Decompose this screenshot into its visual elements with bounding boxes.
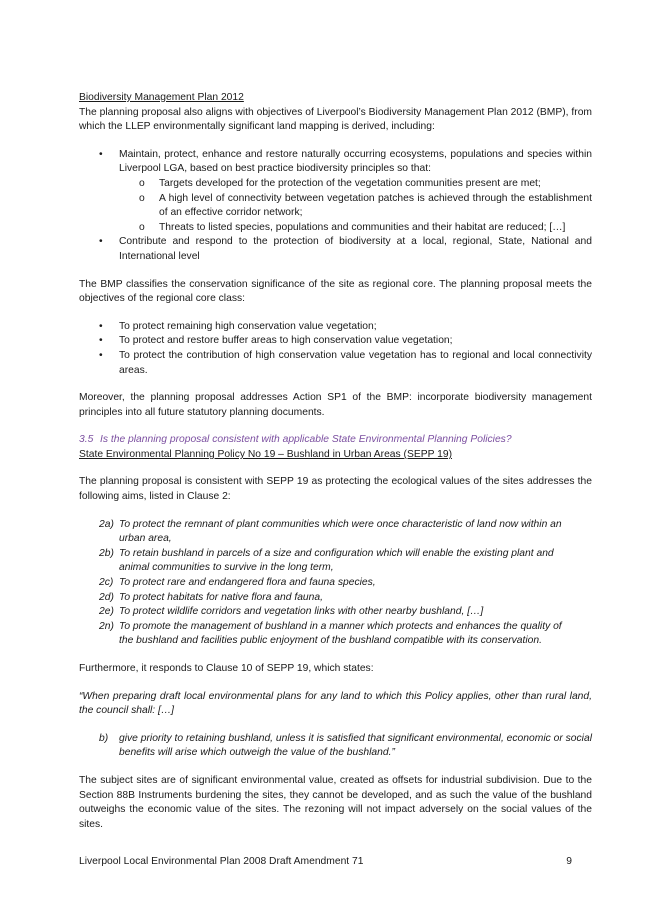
bmp-bullet-list: [79, 148, 592, 265]
list-item: 2n) To promote the management of bushland in a manner which protects and enhances the quality of the bushland and facilities public enjoyment of the bushland compatible with its conservation.: [99, 620, 562, 647]
list-item: 2b) To retain bushland in parcels of a size and configuration which will enable the existing plant and animal communities to survive in the long term,: [99, 547, 554, 574]
core-objectives-list: [79, 320, 592, 378]
bullet-icon: •: [99, 335, 103, 347]
circle-bullet-icon: o: [139, 221, 145, 233]
bmp-intro: The planning proposal also aligns with objectives of Liverpool’s Biodiversity Management Plan 2012 (BMP), from which the LLEP environmentally significant land mapping is derived, including:: [79, 106, 592, 133]
bmp-sub-list: [119, 177, 592, 235]
sepp-heading: State Environmental Planning Policy No 19 – Bushland in Urban Areas (SEPP 19): [79, 448, 453, 460]
list-item: o Targets developed for the protection of the vegetation communities present are met;: [119, 177, 592, 192]
circle-bullet-icon: o: [139, 192, 145, 204]
document-page: [79, 91, 592, 832]
section-number: 3.5: [79, 434, 94, 446]
list-item: 2d) To protect habitats for native flora and fauna,: [99, 591, 323, 603]
clause10-quote-item: b) give priority to retaining bushland, unless it is satisfied that significant environmental, economic or social benefits will arise which outweigh the value of the bushland.”: [99, 732, 592, 759]
clause10-quote: “When preparing draft local environmental plans for any land to which this Policy applies, other than rural land, the council shall: […]: [79, 690, 592, 717]
bullet-icon: •: [99, 349, 103, 361]
bullet-icon: •: [99, 148, 103, 160]
sepp-aims-list: [79, 518, 592, 649]
bullet-icon: •: [99, 236, 103, 248]
list-item: o Threats to listed species, populations and communities and their habitat are reduced; […]: [119, 221, 592, 236]
circle-bullet-icon: o: [139, 177, 145, 189]
bmp-classification: The BMP classifies the conservation significance of the site as regional core. The planning proposal meets the objectives of the regional core class:: [79, 278, 592, 305]
list-item: • To protect the contribution of high conservation value vegetation has to regional and local connectivity areas.: [99, 349, 592, 376]
list-item: 2a) To protect the remnant of plant communities which were once characteristic of land now within an urban area,: [99, 518, 562, 545]
bullet-icon: •: [99, 320, 103, 332]
list-item: 2e) To protect wildlife corridors and vegetation links with other nearby bushland, […]: [99, 606, 484, 618]
clause10-intro: Furthermore, it responds to Clause 10 of SEPP 19, which states:: [79, 663, 374, 674]
list-item: • To protect and restore buffer areas to high conservation value vegetation;: [79, 334, 592, 349]
page-footer: [79, 855, 572, 870]
footer-title: Liverpool Local Environmental Plan 2008 Draft Amendment 71: [79, 856, 364, 867]
list-item: • Maintain, protect, enhance and restore naturally occurring ecosystems, populations and species within Liverpool LGA, based on best practice biodiversity principles so that: o Targets developed for the protection of the vegetation communities present are met; o A high level of connectivity between vegetation patches is achieved through the establishment of an effective corridor network; o Threats to listed species, populations and communities and their habitat are reduced; […]: [79, 148, 592, 236]
list-item: • To protect remaining high conservation value vegetation;: [79, 320, 592, 335]
list-item: o A high level of connectivity between vegetation patches is achieved through the establishment of an effective corridor network;: [139, 192, 592, 219]
sepp-conclusion: The subject sites are of significant environmental value, created as offsets for industrial subdivision. Due to the Section 88B Instruments burdening the sites, they cannot be developed, and as such the value of the bushland outweighs the economic value of the sites. The rezoning will not impact adversely on the social values of the sites.: [79, 774, 592, 830]
bmp-heading: Biodiversity Management Plan 2012: [79, 92, 244, 103]
sepp-intro: The planning proposal is consistent with SEPP 19 as protecting the ecological values of the sites addresses the following aims, listed in Clause 2:: [79, 476, 592, 503]
list-item: • Contribute and respond to the protection of biodiversity at a local, regional, State, National and International level: [99, 236, 592, 262]
section-title: Is the planning proposal consistent with applicable State Environmental Planning Policies?: [100, 434, 512, 446]
list-item: 2c) To protect rare and endangered flora and fauna species,: [99, 577, 376, 589]
section-heading: [79, 433, 592, 448]
bmp-action: Moreover, the planning proposal addresses Action SP1 of the BMP: incorporate biodiversity management principles into all future statutory planning documents.: [79, 392, 592, 418]
page-number: 9: [566, 856, 572, 867]
